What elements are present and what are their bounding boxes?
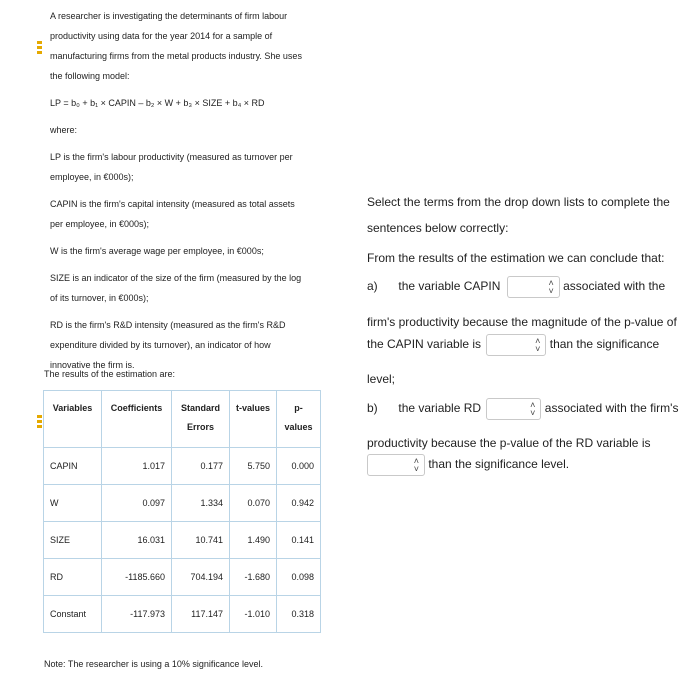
item-a-text1: the variable CAPIN [398,279,501,294]
item-b-text1: the variable RD [398,401,482,416]
table-row [44,596,321,633]
capin-association-dropdown[interactable] [507,276,560,298]
header-coefficients: Coefficients [102,391,172,448]
cell-variable: SIZE [44,522,102,559]
question-context [50,6,305,382]
definition-capin: CAPIN is the firm's capital intensity (measured as total assets per employee, in €000s); [50,199,295,229]
instruction-line1: Select the terms from the drop down lists to complete the [367,195,670,209]
item-a-line1 [367,276,665,298]
cell-p-value: 0.942 [277,485,321,522]
table-row [44,448,321,485]
instruction-line2: sentences below correctly: [367,221,509,235]
header-variables: Variables [44,391,102,448]
item-b-text4: than the significance level. [428,457,570,472]
table-header-row [44,391,321,448]
definition-size: SIZE is an indicator of the size of the firm (measured by the log of its turnover, in €000s); [50,273,302,303]
cell-p-value: 0.141 [277,522,321,559]
item-b-label: b) [367,401,378,416]
definition-rd: RD is the firm's R&D intensity (measured as the firm's R&D expenditure divided by its turnover), an indicator of how innovative the firm is. [50,320,286,370]
section-marker [37,41,42,56]
cell-coefficient: 1.017 [102,448,172,485]
definition-lp: LP is the firm's labour productivity (measured as turnover per employee, in €000s); [50,152,293,182]
rd-association-dropdown[interactable] [486,398,541,420]
cell-coefficient: 0.097 [102,485,172,522]
header-t-values: t-values [230,391,277,448]
item-b-text2: associated with the firm's [544,401,679,416]
results-table [43,390,321,633]
item-b-line1 [367,398,678,420]
table-row [44,559,321,596]
cell-coefficient: 16.031 [102,522,172,559]
item-a-text5: than the significance [549,337,660,352]
significance-note: Note: The researcher is using a 10% significance level. [44,659,263,669]
rd-pvalue-comparison-dropdown[interactable] [367,454,425,476]
cell-t-value: 5.750 [230,448,277,485]
conclude-text: From the results of the estimation we can conclude that: [367,251,665,265]
intro-text: A researcher is investigating the determinants of firm labour productivity using data for the year 2014 for a sample of manufacturing firms from the metal products industry. She uses the following model: [50,11,302,81]
chevron-up-down-icon: ˄ ˅ [535,336,541,354]
cell-t-value: -1.680 [230,559,277,596]
cell-variable: Constant [44,596,102,633]
header-standard-errors: Standard Errors [172,391,230,448]
cell-variable: W [44,485,102,522]
cell-t-value: -1.010 [230,596,277,633]
cell-t-value: 1.490 [230,522,277,559]
cell-t-value: 0.070 [230,485,277,522]
cell-p-value: 0.098 [277,559,321,596]
model-equation: LP = b₀ + b₁ × CAPIN – b₂ × W + b₃ × SIZE + b₄ × RD [50,98,265,108]
cell-variable: CAPIN [44,448,102,485]
where-label: where: [50,125,78,135]
cell-p-value: 0.318 [277,596,321,633]
section-marker [37,415,42,430]
item-a-text4: the CAPIN variable is [367,337,482,352]
cell-standard-error: 1.334 [172,485,230,522]
cell-standard-error: 704.194 [172,559,230,596]
cell-standard-error: 0.177 [172,448,230,485]
cell-coefficient: -1185.660 [102,559,172,596]
item-b-text3: productivity because the p-value of the RD variable is [367,436,651,450]
chevron-up-down-icon: ˄ ˅ [548,278,554,296]
item-a-line3 [367,334,659,356]
chevron-up-down-icon: ˄ ˅ [413,456,419,474]
cell-standard-error: 117.147 [172,596,230,633]
item-a-label: a) [367,279,378,294]
item-b-line3 [367,454,569,476]
cell-standard-error: 10.741 [172,522,230,559]
header-p-values: p-values [277,391,321,448]
capin-pvalue-comparison-dropdown[interactable] [486,334,546,356]
cell-p-value: 0.000 [277,448,321,485]
item-a-text3: firm's productivity because the magnitude of the p-value of [367,315,677,329]
cell-variable: RD [44,559,102,596]
item-a-text2: associated with the [563,279,666,294]
table-row [44,522,321,559]
definition-w: W is the firm's average wage per employee, in €000s; [50,246,264,256]
chevron-up-down-icon: ˄ ˅ [530,400,536,418]
results-title: The results of the estimation are: [44,369,176,379]
item-a-text6: level; [367,372,396,386]
cell-coefficient: -117.973 [102,596,172,633]
table-row [44,485,321,522]
